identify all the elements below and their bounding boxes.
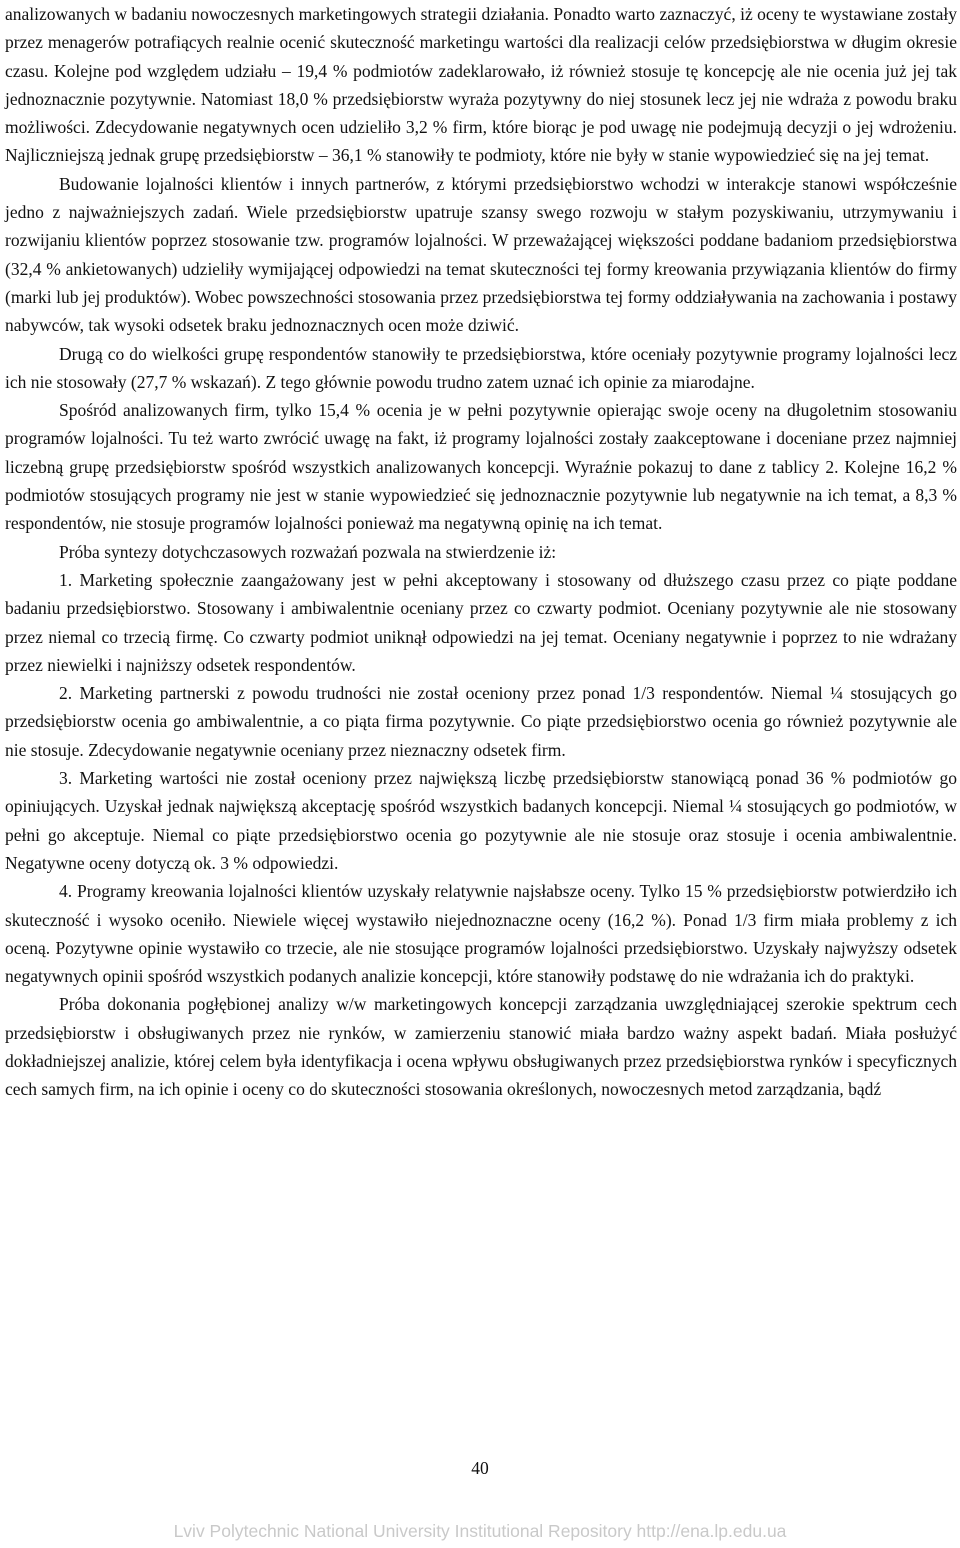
paragraph: Próba dokonania pogłębionej analizy w/w marketingowych koncepcji zarządzania uwzględniającej szerokie spektrum cech przedsiębiorstw i obsługiwanych przez nie rynków, w zamierzeniu stanowić miała bardzo ważny aspekt badań. Miała posłużyć dokładniejszej analizie, której celem była identyfikacja i ocena wpływu obsługiwanych przez przedsiębiorstwa rynków i specyficznych cech samych firm, na ich opinie i oceny co do skuteczności stosowania określonych, nowoczesnych metod zarządzania, bądź	[5, 994, 957, 1100]
paragraph: Drugą co do wielkości grupę respondentów stanowiły te przedsiębiorstwa, które oceniały pozytywnie programy lojalności lecz ich nie stosowały (27,7 % wskazań). Z tego głównie powodu trudno zatem uznać ich opinie za miarodajne.	[5, 343, 957, 392]
body-text	[5, 0, 957, 1104]
list-item: 3. Marketing wartości nie został oceniony przez największą liczbę przedsiębiorstw stanowiącą ponad 36 % podmiotów go opiniujących. Uzyskał jednak największą akceptację spośród wszystkich badanych koncepcji. Niemal ¼ stosujących go podmiotów, w pełni go akceptuje. Niemal co piąte przedsiębiorstwo ocenia go pozytywnie ale nie stosuje oraz stosuje i ocenia ambiwalentnie. Negatywne oceny dotyczą ok. 3 % odpowiedzi.	[5, 768, 957, 873]
list-item: 4. Programy kreowania lojalności klientów uzyskały relatywnie najsłabsze oceny. Tylko 15 % przedsiębiorstw potwierdziło ich skuteczność i wysoko oceniło. Niewiele więcej wystawiło niejednoznaczne oceny (16,2 %). Ponad 1/3 firm miała problemy z ich oceną. Pozytywne opinie wystawiło co trzecie, ale nie stosujące programów lojalności przedsiębiorstwo. Uzyskały najwyższy odsetek negatywnych opinii spośród wszystkich podanych analizie koncepcji, które stanowiły podstawę do nie wdrażania ich do praktyki.	[5, 881, 957, 987]
list-item: 2. Marketing partnerski z powodu trudności nie został oceniony przez ponad 1/3 respondentów. Niemal ¼ stosujących go przedsiębiorstw ocenia go ambiwalentnie, a co piąta firma pozytywnie. Co piąte przedsiębiorstwo ocenia go również pozytywnie ale nie stosuje. Zdecydowanie negatywnie oceniany przez nieznaczny odsetek firm.	[5, 683, 957, 760]
repository-footer: Lviv Polytechnic National University Institutional Repository http://ena.lp.edu.ua	[173, 1521, 787, 1541]
paragraph: analizowanych w badaniu nowoczesnych marketingowych strategii działania. Ponadto warto zaznaczyć, iż oceny te wystawiane zostały przez menagerów potrafiących realnie ocenić skuteczność marketingu wartości dla realizacji celów przedsiębiorstwa w długim okresie czasu. Kolejne pod względem udziału – 19,4 % podmiotów zadeklarowało, iż również stosuje tę koncepcję ale nie ocenia już jej tak jednoznacznie pozytywnie. Natomiast 18,0 % przedsiębiorstw wyraża pozytywny do niej stosunek lecz jej nie wdraża z powodu braku możliwości. Zdecydowanie negatywnych ocen udzieliło 3,2 % firm, które biorąc je pod uwagę nie podejmują decyzji o jej wdrożeniu. Najliczniejszą jednak grupę przedsiębiorstw – 36,1 % stanowiły te podmioty, które nie były w stanie wypowiedzieć się na jej temat.	[5, 4, 957, 166]
list-item: 1. Marketing społecznie zaangażowany jest w pełni akceptowany i stosowany od dłuższego czasu przez co piąte poddane badaniu przedsiębiorstwo. Stosowany i ambiwalentnie oceniany przez co czwarty podmiot. Oceniany pozytywnie ale nie stosowany przez niemal co trzecią firmę. Co czwarty podmiot uniknął odpowiedzi na jej temat. Oceniany negatywnie i poprzez to nie wdrażany przez niewielki i najniższy odsetek respondentów.	[5, 569, 957, 675]
paragraph: Spośród analizowanych firm, tylko 15,4 % ocenia je w pełni pozytywnie opierając swoje oceny na długoletnim stosowaniu programów lojalności. Tu też warto zwrócić uwagę na fakt, iż programy lojalności zostały zaakceptowane i doceniane przez najmniej liczebną grupę przedsiębiorstw spośród wszystkich analizowanych koncepcji. Wyraźnie pokazuj to dane z tablicy 2. Kolejne 16,2 % podmiotów stosujących programy nie jest w stanie wypowiedzieć się jednoznacznie pozytywnie lub negatywnie na ich temat, a 8,3 % respondentów, nie stosuje programów lojalności ponieważ ma negatywną opinię na ich temat.	[5, 400, 957, 534]
page-number: 40	[471, 1458, 489, 1478]
paragraph: Próba syntezy dotychczasowych rozważań pozwala na stwierdzenie iż:	[59, 541, 557, 562]
paragraph: Budowanie lojalności klientów i innych partnerów, z którymi przedsiębiorstwo wchodzi w interakcje stanowi współcześnie jedno z najważniejszych zadań. Wiele przedsiębiorstw upatruje szansy swego rozwoju w stałym pozyskiwaniu, utrzymywaniu i rozwijaniu klientów poprzez stosowanie tzw. programów lojalności. W przeważającej większości poddane badaniom przedsiębiorstwa (32,4 % ankietowanych) udzieliły wymijającej odpowiedzi na temat skuteczności tej formy kreowania przywiązania klientów do firmy (marki lub jej produktów). Wobec powszechności stosowania przez przedsiębiorstwa tej formy oddziaływania na zachowania i postawy nabywców, tak wysoki odsetek braku jednoznacznych ocen może dziwić.	[5, 173, 957, 336]
